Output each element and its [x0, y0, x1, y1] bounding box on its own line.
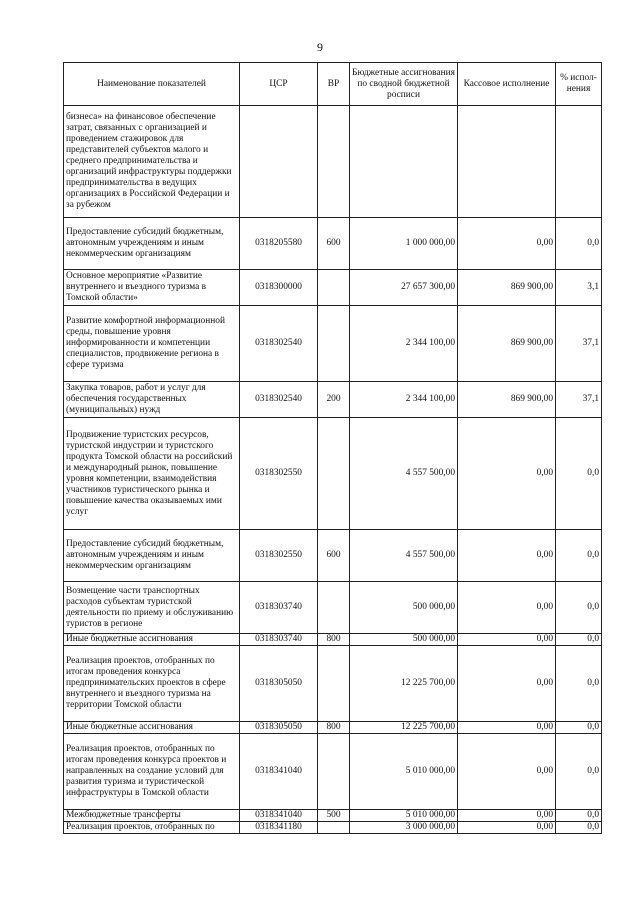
- row-vr: [318, 418, 350, 530]
- row-csr: 0318305050: [240, 722, 318, 734]
- row-percent: 0,0: [556, 722, 602, 734]
- row-name: Возмещение части транспортных расходов субъектам туристской деятельности по приему и обслуживанию туристов в регионе: [64, 582, 240, 634]
- header-vr: ВР: [318, 63, 350, 106]
- row-csr: 0318305050: [240, 646, 318, 722]
- row-percent: 3,1: [556, 270, 602, 306]
- row-vr: 800: [318, 722, 350, 734]
- row-csr: 0318300000: [240, 270, 318, 306]
- row-vr: 600: [318, 530, 350, 582]
- header-name: Наименование показателей: [64, 63, 240, 106]
- table-row: [64, 810, 602, 822]
- row-name: бизнеса» на финансовое обеспечение затрат, связанных с организацией и проведением стажировок для представителей субъектов малого и среднего предпринимательства и организаций инфраструктуры поддержки предпринимательства в ведущих организациях в Российской Федерации и за рубежом: [64, 106, 240, 218]
- row-name: Основное мероприятие «Развитие внутреннего и въездного туризма в Томской области»: [64, 270, 240, 306]
- row-assignments: 2 344 100,00: [350, 306, 458, 382]
- row-cash: 0,00: [458, 646, 556, 722]
- budget-execution-table: [63, 62, 602, 834]
- page-number: 9: [317, 40, 323, 54]
- row-cash: 0,00: [458, 530, 556, 582]
- row-assignments: 3 000 000,00: [350, 822, 458, 834]
- row-csr: 0318205580: [240, 218, 318, 270]
- row-csr: 0318303740: [240, 582, 318, 634]
- row-csr: 0318341180: [240, 822, 318, 834]
- table-row: [64, 646, 602, 722]
- row-csr: 0318341040: [240, 734, 318, 810]
- row-name: Реализация проектов, отобранных по: [64, 822, 240, 834]
- row-assignments: 2 344 100,00: [350, 382, 458, 418]
- row-csr: 0318302550: [240, 530, 318, 582]
- row-name: Предоставление субсидий бюджетным, автономным учреждениям и иным некоммерческим организациям: [64, 218, 240, 270]
- row-percent: 0,0: [556, 810, 602, 822]
- row-cash: 0,00: [458, 810, 556, 822]
- row-vr: 800: [318, 634, 350, 646]
- row-vr: [318, 734, 350, 810]
- row-percent: 0,0: [556, 530, 602, 582]
- row-assignments: 1 000 000,00: [350, 218, 458, 270]
- row-percent: 0,0: [556, 734, 602, 810]
- row-assignments: 12 225 700,00: [350, 646, 458, 722]
- row-assignments: 5 010 000,00: [350, 734, 458, 810]
- row-vr: [318, 106, 350, 218]
- row-assignments: 12 225 700,00: [350, 722, 458, 734]
- table-row: [64, 382, 602, 418]
- row-name: Развитие комфортной информационной среды, повышение уровня информированности и компетенции специалистов, продвижение региона в сфере туризма: [64, 306, 240, 382]
- table-row: [64, 106, 602, 218]
- row-name: Предоставление субсидий бюджетным, автономным учреждениям и иным некоммерческим организациям: [64, 530, 240, 582]
- row-vr: 600: [318, 218, 350, 270]
- row-assignments: 500 000,00: [350, 582, 458, 634]
- row-percent: 0,0: [556, 822, 602, 834]
- row-percent: 37,1: [556, 382, 602, 418]
- table-row: [64, 582, 602, 634]
- row-vr: [318, 646, 350, 722]
- row-cash: 869 900,00: [458, 306, 556, 382]
- row-name: Иные бюджетные ассигнования: [64, 634, 240, 646]
- row-percent: 0,0: [556, 418, 602, 530]
- row-vr: [318, 582, 350, 634]
- row-cash: 0,00: [458, 418, 556, 530]
- row-assignments: 5 010 000,00: [350, 810, 458, 822]
- row-cash: 0,00: [458, 634, 556, 646]
- header-percent: % испол-нения: [556, 63, 602, 106]
- row-cash: 869 900,00: [458, 382, 556, 418]
- row-percent: 0,0: [556, 218, 602, 270]
- row-csr: 0318302550: [240, 418, 318, 530]
- header-csr: ЦСР: [240, 63, 318, 106]
- row-percent: 0,0: [556, 646, 602, 722]
- row-csr: 0318341040: [240, 810, 318, 822]
- row-assignments: [350, 106, 458, 218]
- table-row: [64, 530, 602, 582]
- row-csr: [240, 106, 318, 218]
- row-name: Закупка товаров, работ и услуг для обеспечения государственных (муниципальных) нужд: [64, 382, 240, 418]
- row-cash: 0,00: [458, 582, 556, 634]
- row-assignments: 27 657 300,00: [350, 270, 458, 306]
- row-csr: 0318302540: [240, 382, 318, 418]
- row-name: Межбюджетные трансферты: [64, 810, 240, 822]
- row-vr: [318, 822, 350, 834]
- table-row: [64, 634, 602, 646]
- table-row: [64, 306, 602, 382]
- header-cash: Кассовое исполнение: [458, 63, 556, 106]
- row-vr: 200: [318, 382, 350, 418]
- row-csr: 0318303740: [240, 634, 318, 646]
- row-percent: 37,1: [556, 306, 602, 382]
- row-assignments: 4 557 500,00: [350, 530, 458, 582]
- row-vr: [318, 270, 350, 306]
- header-assignments: Бюджетные ассигнования по сводной бюджетной росписи: [350, 63, 458, 106]
- row-cash: [458, 106, 556, 218]
- table-row: [64, 418, 602, 530]
- row-cash: 0,00: [458, 822, 556, 834]
- row-percent: [556, 106, 602, 218]
- row-name: Иные бюджетные ассигнования: [64, 722, 240, 734]
- row-percent: 0,0: [556, 582, 602, 634]
- row-cash: 869 900,00: [458, 270, 556, 306]
- table-row: [64, 218, 602, 270]
- table-row: [64, 822, 602, 834]
- row-cash: 0,00: [458, 218, 556, 270]
- row-csr: 0318302540: [240, 306, 318, 382]
- table-row: [64, 734, 602, 810]
- row-assignments: 4 557 500,00: [350, 418, 458, 530]
- table-row: [64, 270, 602, 306]
- row-percent: 0,0: [556, 634, 602, 646]
- row-assignments: 500 000,00: [350, 634, 458, 646]
- row-name: Продвижение туристских ресурсов, туристской индустрии и туристского продукта Томской области на российский и международный рынок, повышение уровня компетенции, взаимодействия участников туристического рынка и повышение качества оказываемых ими услуг: [64, 418, 240, 530]
- row-cash: 0,00: [458, 734, 556, 810]
- row-name: Реализация проектов, отобранных по итогам проведения конкурса проектов и направленных на создание условий для развития туризма и туристической инфраструктуры в Томской области: [64, 734, 240, 810]
- row-vr: 500: [318, 810, 350, 822]
- table-header-row: [64, 63, 602, 106]
- row-name: Реализация проектов, отобранных по итогам проведения конкурса предпринимательских проектов в сфере внутреннего и въездного туризма на территории Томской области: [64, 646, 240, 722]
- table-row: [64, 722, 602, 734]
- row-cash: 0,00: [458, 722, 556, 734]
- row-vr: [318, 306, 350, 382]
